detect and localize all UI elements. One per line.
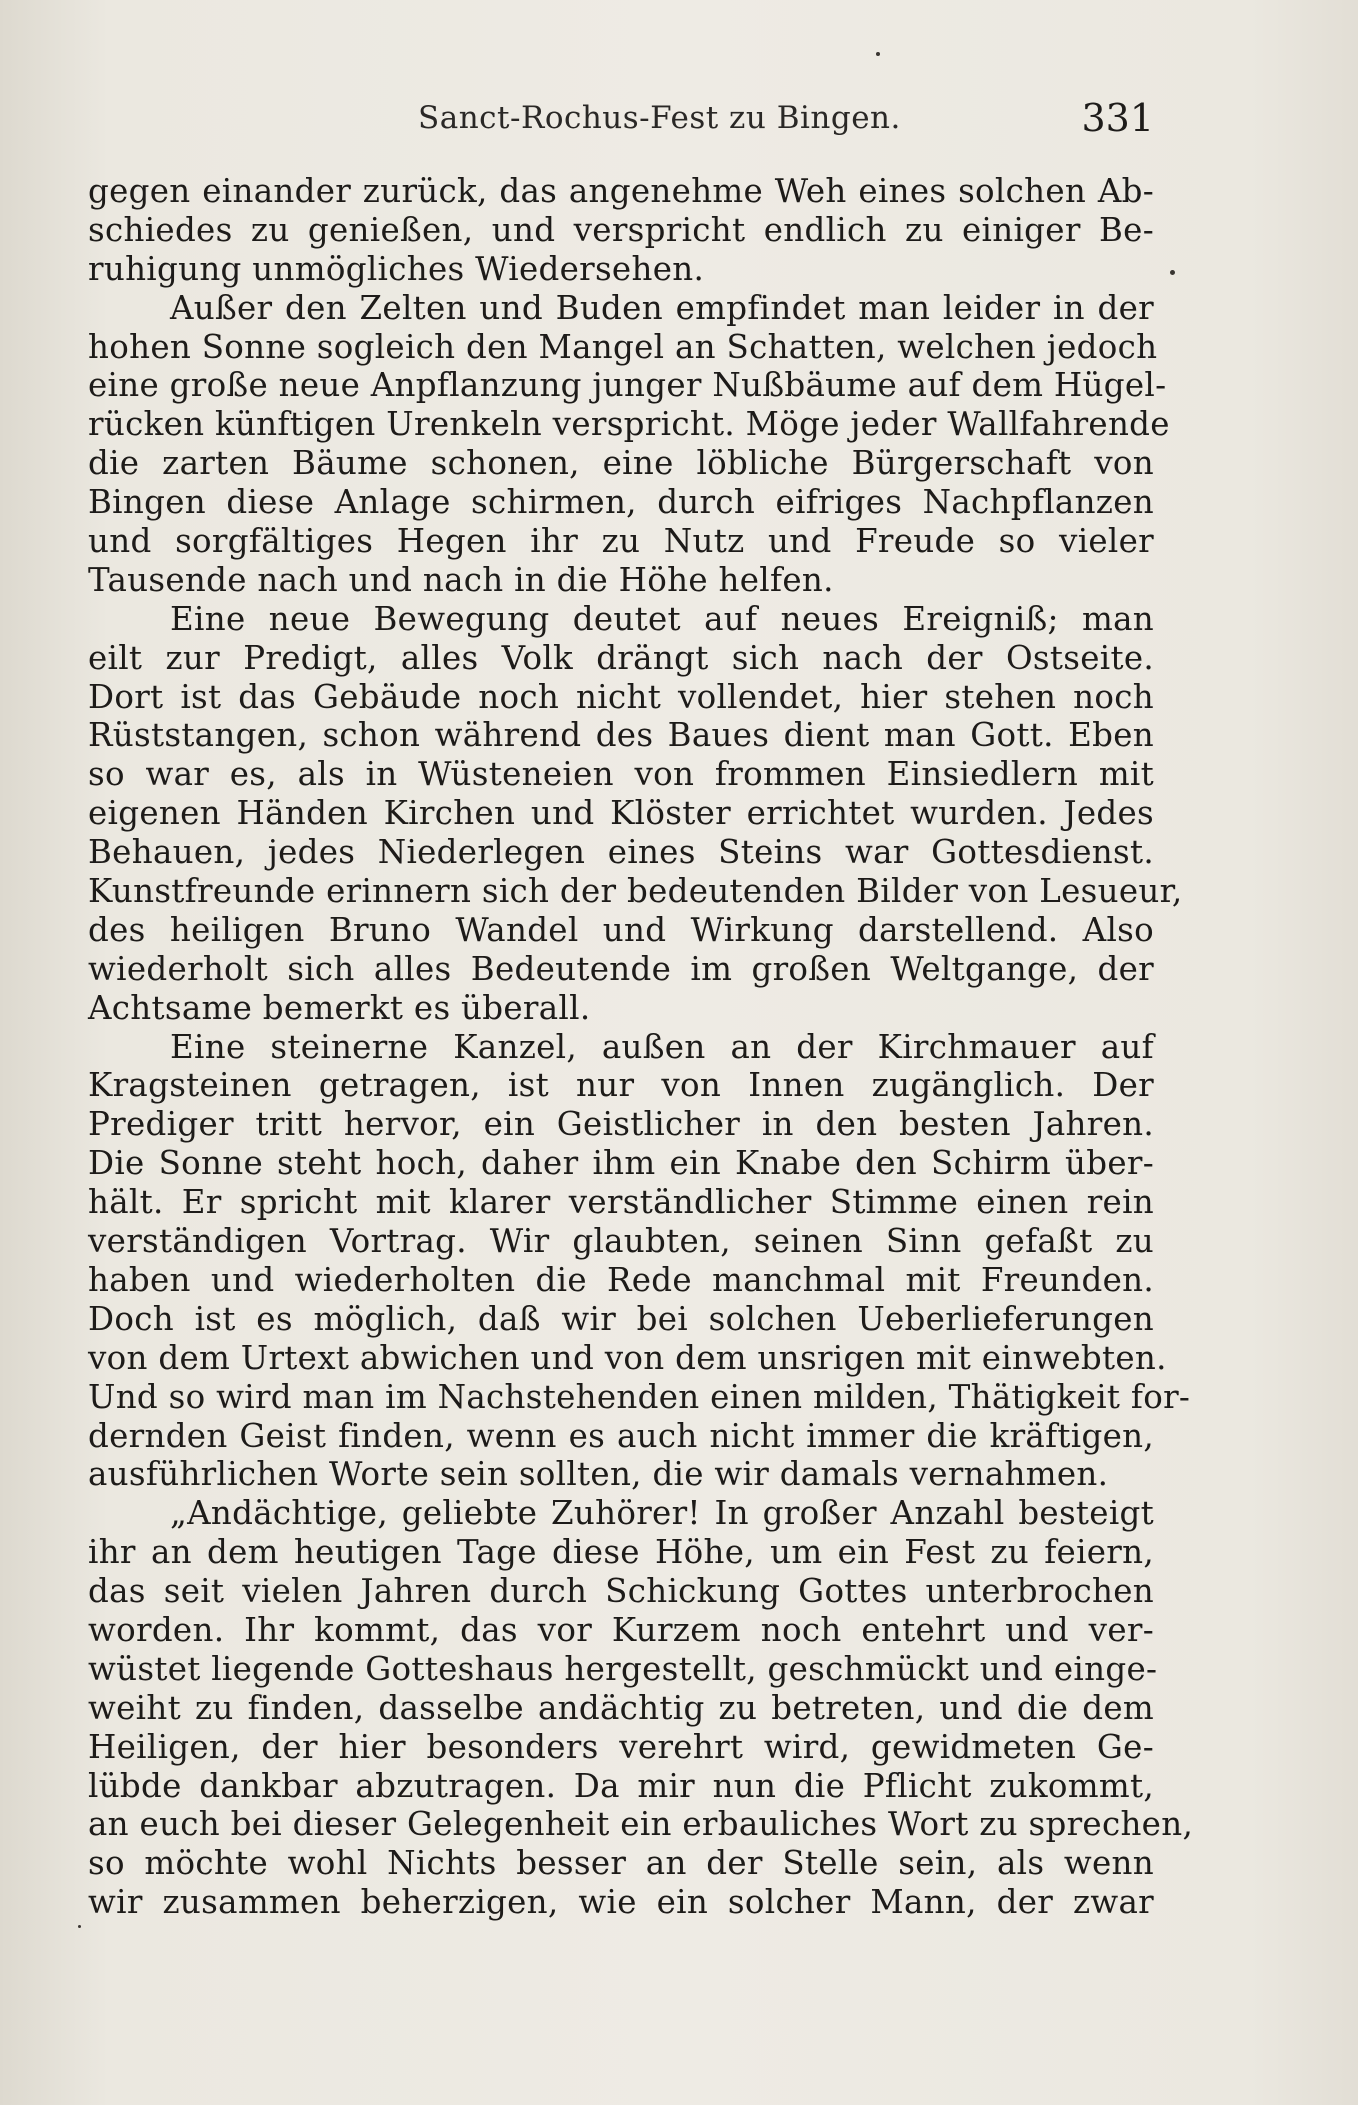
text-line: wüstet liegende Gotteshaus hergestellt, geschmückt und einge-: [88, 1649, 1158, 1688]
text-line: und sorgfältiges Hegen ihr zu Nutz und Freude so vieler: [88, 522, 1154, 561]
text-line: so war es, als in Wüsteneien von frommen Einsiedlern mit: [88, 755, 1154, 794]
paper-speck: [1170, 270, 1175, 275]
text-line: Kragsteinen getragen, ist nur von Innen zugänglich. Der: [88, 1066, 1154, 1105]
text-line: so möchte wohl Nichts besser an der Stelle sein, als wenn: [88, 1844, 1154, 1883]
text-line: Und so wird man im Nachstehenden einen milden, Thätigkeit for-: [88, 1377, 1191, 1416]
text-line: Kunstfreunde erinnern sich der bedeutenden Bilder von Lesueur,: [88, 872, 1183, 911]
running-head: [88, 96, 1154, 150]
text-line: Die Sonne steht hoch, daher ihm ein Knabe den Schirm über-: [88, 1144, 1154, 1183]
text-line: das seit vielen Jahren durch Schickung Gottes unterbrochen: [88, 1572, 1154, 1611]
text-line: Rüststangen, schon während des Baues dient man Gott. Eben: [88, 716, 1154, 755]
text-line: ihr an dem heutigen Tage diese Höhe, um ein Fest zu feiern,: [88, 1533, 1154, 1572]
text-line: Tausende nach und nach in die Höhe helfen.: [88, 560, 834, 599]
paragraph-start-line: „Andächtige, geliebte Zuhörer! In großer Anzahl besteigt: [170, 1494, 1154, 1533]
text-line: von dem Urtext abwichen und von dem unsrigen mit einwebten.: [88, 1338, 1167, 1377]
text-line: wiederholt sich alles Bedeutende im großen Weltgange, der: [88, 949, 1154, 988]
text-line: wir zusammen beherzigen, wie ein solcher Mann, der zwar: [88, 1883, 1154, 1922]
text-line: Achtsame bemerkt es überall.: [88, 988, 591, 1027]
text-line: dernden Geist finden, wenn es auch nicht immer die kräftigen,: [88, 1416, 1154, 1455]
text-line: Heiligen, der hier besonders verehrt wird, gewidmeten Ge-: [88, 1727, 1154, 1766]
text-line: an euch bei dieser Gelegenheit ein erbauliches Wort zu sprechen,: [88, 1805, 1194, 1844]
paragraph-start-line: Außer den Zelten und Buden empfindet man leider in der: [170, 288, 1154, 327]
text-line: Doch ist es möglich, daß wir bei solchen Ueberlieferungen: [88, 1299, 1154, 1338]
text-line: gegen einander zurück, das angenehme Weh eines solchen Ab-: [88, 172, 1154, 210]
paper-speck: [78, 1925, 81, 1928]
text-line: eigenen Händen Kirchen und Klöster errichtet wurden. Jedes: [88, 794, 1154, 833]
running-title: Sanct-Rochus-Fest zu Bingen.: [418, 100, 901, 136]
page-number: 331: [1081, 96, 1154, 140]
text-line: ruhigung unmögliches Wiedersehen.: [88, 249, 705, 288]
text-line: hohen Sonne sogleich den Mangel an Schatten, welchen jedoch: [88, 327, 1158, 366]
paragraph-start-line: Eine steinerne Kanzel, außen an der Kirchmauer auf: [170, 1027, 1154, 1066]
text-line: ausführlichen Worte sein sollten, die wir damals vernahmen.: [88, 1455, 1109, 1494]
text-line: eilt zur Predigt, alles Volk drängt sich nach der Ostseite.: [88, 638, 1154, 677]
text-line: des heiligen Bruno Wandel und Wirkung darstellend. Also: [88, 910, 1154, 949]
text-line: eine große neue Anpflanzung junger Nußbäume auf dem Hügel-: [88, 366, 1167, 405]
text-line: schiedes zu genießen, und verspricht endlich zu einiger Be-: [88, 210, 1154, 249]
text-line: Dort ist das Gebäude noch nicht vollendet, hier stehen noch: [88, 677, 1154, 716]
paper-speck: [876, 52, 880, 56]
text-line: lübde dankbar abzutragen. Da mir nun die Pflicht zukommt,: [88, 1766, 1154, 1805]
text-line: haben und wiederholten die Rede manchmal mit Freunden.: [88, 1260, 1154, 1299]
text-line: die zarten Bäume schonen, eine löbliche Bürgerschaft von: [88, 444, 1154, 483]
text-line: Prediger tritt hervor, ein Geistlicher in den besten Jahren.: [88, 1105, 1154, 1144]
body-text: [88, 172, 1194, 1922]
text-line: verständigen Vortrag. Wir glaubten, seinen Sinn gefaßt zu: [88, 1222, 1154, 1261]
text-line: Bingen diese Anlage schirmen, durch eifriges Nachpflanzen: [88, 483, 1154, 522]
paragraph-start-line: Eine neue Bewegung deutet auf neues Ereigniß; man: [170, 599, 1154, 638]
text-line: worden. Ihr kommt, das vor Kurzem noch entehrt und ver-: [88, 1610, 1154, 1649]
text-line: weiht zu finden, dasselbe andächtig zu betreten, und die dem: [88, 1688, 1154, 1727]
text-line: Behauen, jedes Niederlegen eines Steins war Gottesdienst.: [88, 833, 1154, 872]
text-line: rücken künftigen Urenkeln verspricht. Möge jeder Wallfahrende: [88, 405, 1170, 444]
text-line: hält. Er spricht mit klarer verständlicher Stimme einen rein: [88, 1183, 1154, 1222]
